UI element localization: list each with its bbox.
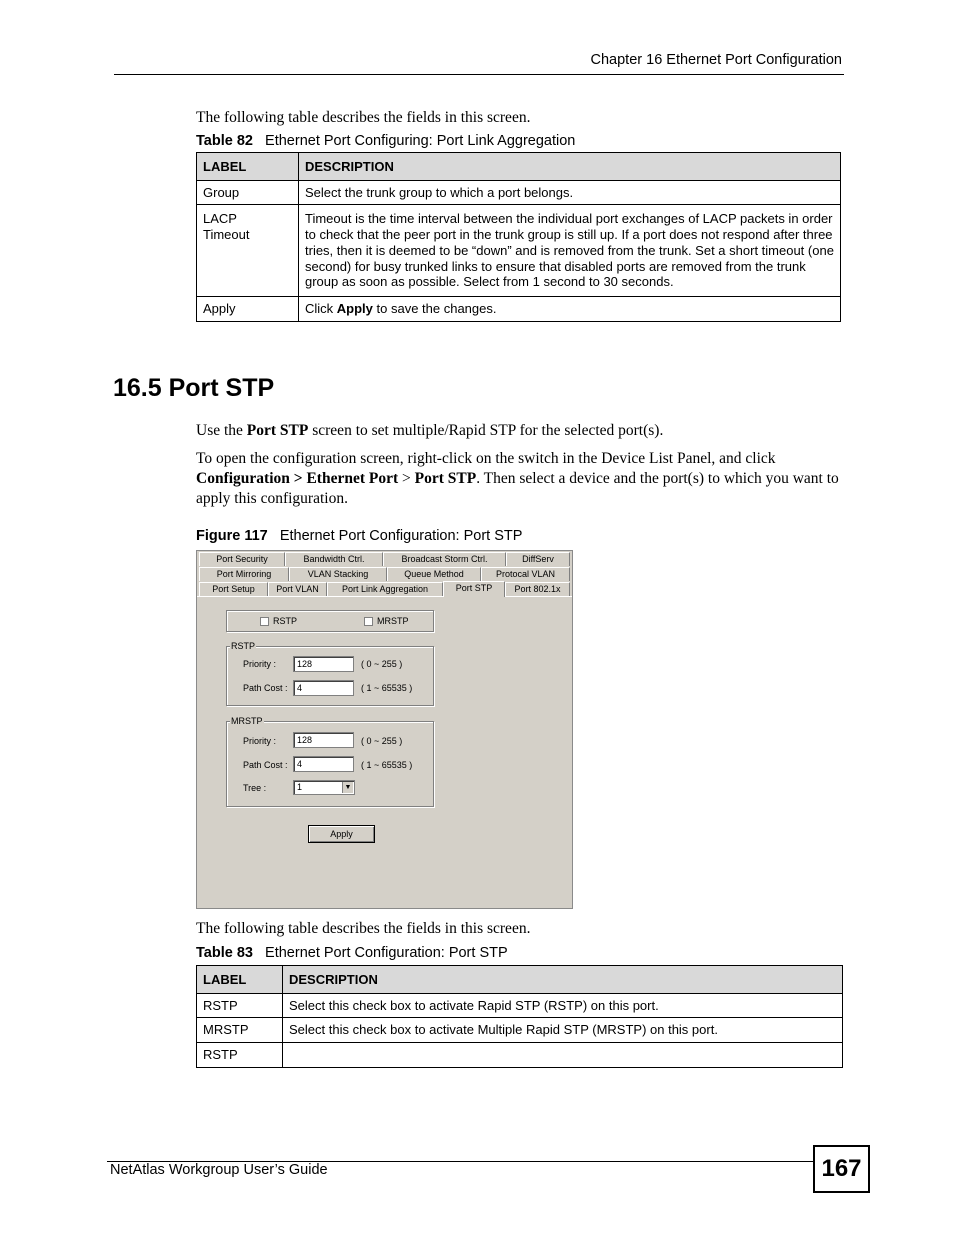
table-82-header-label: LABEL (197, 153, 299, 181)
figure-117-number: Figure 117 (196, 528, 268, 544)
mrstp-tree-select[interactable] (293, 780, 355, 795)
stp-mode-box (226, 610, 434, 632)
apply-button[interactable]: Apply (308, 825, 375, 843)
rstp-checkbox[interactable] (260, 617, 269, 626)
section-heading: 16.5 Port STP (113, 374, 275, 402)
table-cell-description (299, 296, 841, 321)
mrstp-priority-label: Priority : (243, 736, 277, 746)
tab-diffserv[interactable]: DiffServ (506, 552, 570, 566)
chapter-header: Chapter 16 Ethernet Port Configuration (590, 52, 842, 68)
tab-port-security[interactable]: Port Security (199, 552, 285, 566)
table-row (197, 205, 841, 297)
table-cell-label: Apply (197, 296, 299, 321)
table-cell-description: Select this check box to activate Multiple Rapid STP (MRSTP) on this port. (283, 1018, 843, 1043)
table-83-title: Ethernet Port Configuration: Port STP (265, 945, 508, 961)
para-text: Use the (196, 422, 247, 439)
tab-protocal-vlan[interactable]: Protocal VLAN (481, 567, 570, 581)
table-83-header-label: LABEL (197, 966, 283, 994)
rstp-path-cost-range: ( 1 ~ 65535 ) (361, 683, 413, 693)
port-stp-screenshot (196, 550, 573, 909)
section-paragraph-1 (196, 421, 846, 441)
desc-text: to save the changes. (372, 300, 497, 316)
table-cell-description (283, 1043, 843, 1068)
para-text: . Then select a device and the port(s) to which you want to apply this configuration. (196, 470, 839, 507)
table-row (197, 1018, 843, 1043)
tab-port-stp[interactable]: Port STP (443, 581, 505, 597)
table-row (197, 296, 841, 321)
tab-divider (197, 596, 572, 597)
table-cell-label: RSTP (197, 993, 283, 1018)
table-82-number: Table 82 (196, 133, 253, 149)
tab-port-802-1x[interactable]: Port 802.1x (505, 582, 570, 596)
table-cell-label: MRSTP (197, 1018, 283, 1043)
header-rule (114, 74, 844, 75)
mrstp-path-cost-range: ( 1 ~ 65535 ) (361, 760, 413, 770)
table-82-title: Ethernet Port Configuring: Port Link Aggregation (265, 133, 576, 149)
table-82 (196, 152, 841, 322)
desc-bold: Apply (336, 300, 373, 316)
table-83 (196, 965, 843, 1068)
tab-queue-method[interactable]: Queue Method (387, 567, 481, 581)
rstp-group-title: RSTP (231, 641, 256, 651)
table-cell-label: RSTP (197, 1043, 283, 1068)
rstp-path-cost-input[interactable]: 4 (293, 680, 354, 696)
figure-117-title: Ethernet Port Configuration: Port STP (279, 528, 523, 544)
table-cell-label-text: LACP Timeout (203, 211, 250, 243)
mrstp-group (226, 716, 434, 807)
tab-port-vlan[interactable]: Port VLAN (268, 582, 327, 596)
para-text: > (398, 470, 415, 487)
para-bold: Port STP (414, 470, 477, 487)
section-paragraph-2 (196, 449, 846, 509)
rstp-group (226, 641, 434, 706)
mrstp-path-cost-input[interactable]: 4 (293, 756, 354, 772)
tab-port-setup[interactable]: Port Setup (199, 582, 268, 596)
intro-text-2: The following table describes the fields in this screen. (196, 920, 531, 937)
tab-vlan-stacking[interactable]: VLAN Stacking (289, 567, 387, 581)
tab-broadcast-storm-ctrl[interactable]: Broadcast Storm Ctrl. (383, 552, 506, 566)
rstp-checkbox-label: RSTP (273, 616, 298, 626)
mrstp-tree-value: 1 (297, 782, 303, 792)
page-number: 167 (813, 1145, 870, 1193)
table-82-caption (196, 133, 575, 149)
chevron-down-icon[interactable]: ▼ (342, 782, 353, 793)
tab-port-mirroring[interactable]: Port Mirroring (199, 567, 289, 581)
desc-text: Click (305, 300, 337, 316)
table-83-header-description: DESCRIPTION (283, 966, 843, 994)
rstp-priority-range: ( 0 ~ 255 ) (361, 659, 403, 669)
mrstp-checkbox[interactable] (364, 617, 373, 626)
mrstp-priority-input[interactable]: 128 (293, 732, 354, 748)
table-row (197, 180, 841, 205)
mrstp-group-title: MRSTP (231, 716, 263, 726)
table-row (197, 1043, 843, 1068)
table-cell-description: Select the trunk group to which a port belongs. (299, 180, 841, 205)
footer-guide-title: NetAtlas Workgroup User’s Guide (110, 1162, 328, 1178)
para-text: To open the configuration screen, right-click on the switch in the Device List Panel, and click (196, 450, 776, 467)
mrstp-tree-label: Tree : (243, 783, 267, 793)
para-bold: Configuration > Ethernet Port (196, 470, 399, 487)
table-83-number: Table 83 (196, 945, 253, 961)
para-text: screen to set multiple/Rapid STP for the selected port(s). (308, 422, 664, 439)
para-bold: Port STP (246, 422, 309, 439)
mrstp-path-cost-label: Path Cost : (243, 760, 288, 770)
tab-port-link-aggregation[interactable]: Port Link Aggregation (327, 582, 443, 596)
tab-bandwidth-ctrl[interactable]: Bandwidth Ctrl. (285, 552, 383, 566)
table-83-caption (196, 945, 508, 961)
rstp-path-cost-label: Path Cost : (243, 683, 288, 693)
table-cell-description: Timeout is the time interval between the individual port exchanges of LACP packets in order to check that the peer port in the trunk group is still up. If a port does not respond after three tries, then it is deemed to be “down” and is removed from the trunk. Set a short timeout (one second) for busy trunked links to ensure that disabled ports are removed from the trunk group as soon as possible. Select from 1 second to 30 seconds. (299, 205, 841, 297)
mrstp-priority-range: ( 0 ~ 255 ) (361, 736, 403, 746)
table-cell-label: Group (197, 180, 299, 205)
intro-text: The following table describes the fields in this screen. (196, 109, 531, 126)
table-cell-description: Select this check box to activate Rapid STP (RSTP) on this port. (283, 993, 843, 1018)
table-row (197, 993, 843, 1018)
rstp-priority-label: Priority : (243, 659, 277, 669)
rstp-priority-input[interactable]: 128 (293, 656, 354, 672)
table-cell-label (197, 205, 299, 297)
mrstp-checkbox-label: MRSTP (377, 616, 409, 626)
table-82-header-description: DESCRIPTION (299, 153, 841, 181)
figure-117-caption (196, 528, 522, 544)
